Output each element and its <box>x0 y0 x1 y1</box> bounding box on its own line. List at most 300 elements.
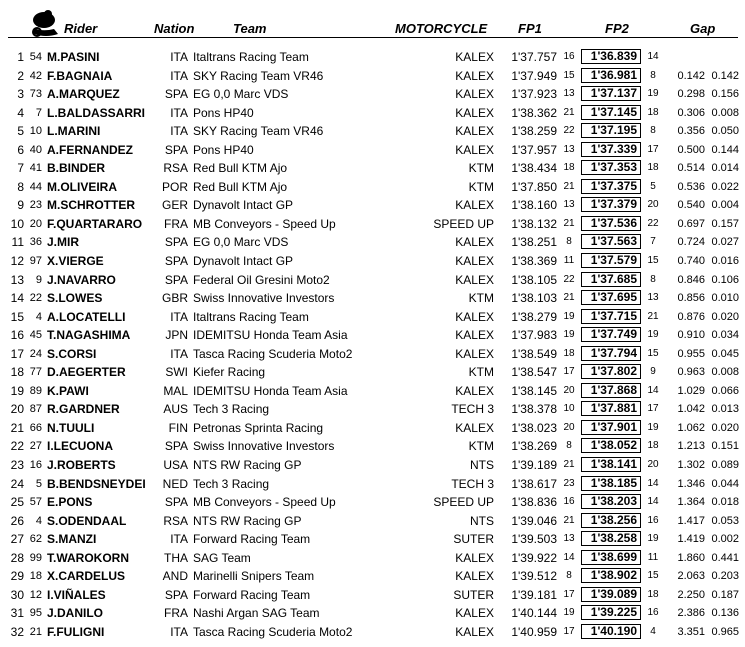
gap-to-previous: 0.136 <box>711 607 739 620</box>
gap-to-first: 0.306 <box>677 106 705 119</box>
fp2-time: 1'37.375 <box>581 179 641 194</box>
fp1-lap: 18 <box>563 162 575 174</box>
rider-number: 4 <box>35 310 42 323</box>
rider-number: 42 <box>29 69 42 82</box>
fp2-time: 1'37.145 <box>581 105 641 120</box>
rider-name: L.BALDASSARRI <box>47 105 145 120</box>
fp1-lap: 22 <box>563 125 575 137</box>
motorcycle: KALEX <box>455 142 494 157</box>
rider-name: N.TUULI <box>47 420 95 435</box>
team-name: Tasca Racing Scuderia Moto2 <box>193 346 353 361</box>
table-row <box>0 178 745 197</box>
fp2-lap: 14 <box>647 496 659 508</box>
header-gap: Gap <box>690 21 716 36</box>
fp2-time: 1'38.256 <box>581 513 641 528</box>
nation: FRA <box>164 606 188 621</box>
rider-name: A.FERNANDEZ <box>47 142 133 157</box>
table-row <box>0 141 745 160</box>
rider-name: T.WAROKORN <box>47 550 129 565</box>
nation: ITA <box>170 68 188 83</box>
fp1-time: 1'38.269 <box>511 439 557 454</box>
fp2-lap: 18 <box>647 440 659 452</box>
motorcycle: KALEX <box>455 105 494 120</box>
rider-name: I.LECUONA <box>47 439 113 454</box>
nation: ITA <box>170 105 188 120</box>
fp1-time: 1'37.949 <box>511 68 557 83</box>
table-row <box>0 530 745 549</box>
fp2-lap: 19 <box>647 421 659 433</box>
motorcycle: KALEX <box>455 198 494 213</box>
nation: SPA <box>164 439 188 454</box>
gap-to-first: 0.876 <box>677 310 705 323</box>
motorcycle: KALEX <box>455 569 494 584</box>
position: 7 <box>17 161 24 176</box>
motorcycle: TECH 3 <box>451 476 494 491</box>
team-name: Pons HP40 <box>193 142 254 157</box>
fp2-lap: 19 <box>647 533 659 545</box>
fp1-time: 1'38.362 <box>511 105 557 120</box>
fp2-lap: 8 <box>650 125 656 137</box>
position: 19 <box>10 383 24 398</box>
fp2-lap: 19 <box>647 329 659 341</box>
position: 21 <box>10 420 24 435</box>
fp1-time: 1'39.189 <box>511 458 557 473</box>
nation: AUS <box>163 402 188 417</box>
rider-number: 23 <box>29 199 42 212</box>
position: 6 <box>17 142 24 157</box>
table-row <box>0 493 745 512</box>
motorcycle: NTS <box>470 513 494 528</box>
gap-to-first: 1.417 <box>677 514 705 527</box>
motorcycle: KTM <box>468 365 494 380</box>
fp2-time: 1'37.715 <box>581 309 641 324</box>
rider-name: T.NAGASHIMA <box>47 328 131 343</box>
table-row <box>0 159 745 178</box>
nation: THA <box>164 550 188 565</box>
fp2-lap: 15 <box>647 570 659 582</box>
nation: GBR <box>162 291 189 306</box>
table-row <box>0 196 745 215</box>
fp1-time: 1'37.757 <box>511 50 557 64</box>
fp1-lap: 8 <box>566 570 572 582</box>
fp1-time: 1'38.145 <box>511 383 557 398</box>
fp1-time: 1'38.617 <box>511 476 557 491</box>
rider-number: 9 <box>35 273 42 286</box>
rider-name: S.CORSI <box>47 346 97 361</box>
fp2-lap: 17 <box>647 143 659 155</box>
rider-number: 62 <box>29 533 42 546</box>
fp1-time: 1'38.023 <box>511 420 557 435</box>
team-name: Swiss Innovative Investors <box>193 439 335 454</box>
rider-number: 40 <box>29 143 42 156</box>
gap-to-previous: 0.013 <box>711 403 739 416</box>
team-name: Forward Racing Team <box>193 532 311 547</box>
motorcycle: KALEX <box>455 420 494 435</box>
gap-to-first: 0.142 <box>677 69 705 82</box>
team-name: Federal Oil Gresini Moto2 <box>193 272 330 287</box>
rider-number: 41 <box>29 162 42 175</box>
gap-to-previous: 0.151 <box>711 440 739 453</box>
gap-to-first: 1.062 <box>677 421 705 434</box>
team-name: Tech 3 Racing <box>193 476 270 491</box>
rider-name: B.BINDER <box>47 161 106 176</box>
gap-to-first: 0.697 <box>677 217 705 230</box>
position: 28 <box>10 550 24 565</box>
nation: SPA <box>164 87 188 102</box>
motorcycle: KALEX <box>455 346 494 361</box>
rider-number: 73 <box>29 88 42 101</box>
fp2-lap: 18 <box>647 588 659 600</box>
fp1-time: 1'38.279 <box>511 309 557 324</box>
gap-to-first: 0.955 <box>677 347 705 360</box>
fp2-time: 1'37.563 <box>581 234 641 249</box>
gap-to-first: 0.514 <box>677 162 705 175</box>
fp1-lap: 18 <box>563 347 575 359</box>
team-name: Italtrans Racing Team <box>193 309 309 324</box>
fp2-lap: 4 <box>650 625 656 637</box>
fp2-time: 1'37.802 <box>581 364 641 379</box>
fp2-time: 1'38.141 <box>581 457 641 472</box>
table-row <box>0 475 745 494</box>
position: 22 <box>10 439 24 454</box>
rider-number: 97 <box>29 255 42 268</box>
gap-to-first: 0.536 <box>677 180 705 193</box>
gap-to-previous: 0.008 <box>711 366 739 379</box>
fp1-lap: 21 <box>563 292 575 304</box>
gap-to-first: 1.346 <box>677 477 705 490</box>
team-name: Marinelli Snipers Team <box>193 569 315 584</box>
fp1-time: 1'40.144 <box>511 606 557 621</box>
team-name: SKY Racing Team VR46 <box>193 68 324 83</box>
fp1-time: 1'39.046 <box>511 513 557 528</box>
rider-number: 66 <box>29 421 42 434</box>
gap-to-first: 2.250 <box>677 588 705 601</box>
header-team: Team <box>233 21 267 36</box>
rider-number: 5 <box>35 477 42 490</box>
gap-to-previous: 0.016 <box>711 255 739 268</box>
gap-to-first: 1.042 <box>677 403 705 416</box>
table-row <box>0 85 745 104</box>
fp1-time: 1'38.836 <box>511 495 557 510</box>
gap-to-previous: 0.002 <box>711 533 739 546</box>
table-row <box>0 308 745 327</box>
gap-to-first: 1.364 <box>677 496 705 509</box>
team-name: MB Conveyors - Speed Up <box>193 495 336 510</box>
gap-to-first: 0.856 <box>677 292 705 305</box>
gap-to-previous: 0.203 <box>711 570 739 583</box>
rider-number: 4 <box>35 514 42 527</box>
header-rider: Rider <box>64 21 98 36</box>
nation: JPN <box>165 328 188 343</box>
fp2-lap: 16 <box>647 514 659 526</box>
fp1-lap: 16 <box>563 496 575 508</box>
fp2-time: 1'36.981 <box>581 68 641 83</box>
table-row <box>0 419 745 438</box>
position: 14 <box>10 291 24 306</box>
team-name: IDEMITSU Honda Team Asia <box>193 383 348 398</box>
nation: ITA <box>170 532 188 547</box>
rider-number: 24 <box>29 347 42 360</box>
rider-number: 89 <box>29 384 42 397</box>
fp2-lap: 14 <box>647 384 659 396</box>
gap-to-first: 0.846 <box>677 273 705 286</box>
fp1-time: 1'39.512 <box>511 569 557 584</box>
position: 29 <box>10 569 24 584</box>
gap-to-first: 0.298 <box>677 88 705 101</box>
nation: POR <box>162 179 189 194</box>
header-motorcycle: MOTORCYCLE <box>395 21 488 36</box>
rider-name: R.GARDNER <box>47 402 120 417</box>
position: 18 <box>10 365 24 380</box>
fp1-lap: 22 <box>563 273 575 285</box>
nation: MAL <box>163 383 188 398</box>
motorcycle: TECH 3 <box>451 402 494 417</box>
fp2-time: 1'37.379 <box>581 197 641 212</box>
team-name: Forward Racing Team <box>193 587 311 602</box>
rider-name: E.PONS <box>47 495 93 510</box>
fp2-time: 1'37.195 <box>581 123 641 138</box>
motorcycle: KALEX <box>455 272 494 287</box>
gap-to-first: 2.386 <box>677 607 705 620</box>
fp2-lap: 9 <box>650 366 656 378</box>
fp2-time: 1'37.881 <box>581 401 641 416</box>
rider-number: 54 <box>29 51 42 63</box>
nation: ITA <box>170 50 188 64</box>
nation: SPA <box>164 235 188 250</box>
gap-to-previous: 0.066 <box>711 384 739 397</box>
position: 20 <box>10 402 24 417</box>
fp2-time: 1'38.699 <box>581 550 641 565</box>
header-divider <box>8 37 738 38</box>
rider-number: 36 <box>29 236 42 249</box>
position: 1 <box>17 50 24 64</box>
nation: SPA <box>164 142 188 157</box>
fp2-lap: 14 <box>647 477 659 489</box>
fp2-time: 1'37.536 <box>581 216 641 231</box>
nation: NED <box>162 476 188 491</box>
rider-number: 12 <box>29 588 42 601</box>
motorcycle: KALEX <box>455 87 494 102</box>
gap-to-previous: 0.144 <box>711 143 739 156</box>
fp1-time: 1'40.959 <box>511 624 557 639</box>
table-row <box>0 363 745 382</box>
motorcycle: KALEX <box>455 254 494 269</box>
fp2-time: 1'37.685 <box>581 272 641 287</box>
motorcycle: KALEX <box>455 550 494 565</box>
team-name: EG 0,0 Marc VDS <box>193 235 289 250</box>
rider-name: K.PAWI <box>47 383 89 398</box>
rider-name: B.BENDSNEYDEI <box>47 476 146 491</box>
fp2-time: 1'37.901 <box>581 420 641 435</box>
fp1-time: 1'38.105 <box>511 272 557 287</box>
gap-to-first: 0.910 <box>677 329 705 342</box>
table-row <box>0 512 745 531</box>
rider-name: F.FULIGNI <box>47 624 105 639</box>
rider-name: I.VIÑALES <box>47 587 106 602</box>
gap-to-previous: 0.020 <box>711 421 739 434</box>
nation: ITA <box>170 346 188 361</box>
gap-to-previous: 0.050 <box>711 125 739 138</box>
fp1-time: 1'39.181 <box>511 587 557 602</box>
fp2-lap: 19 <box>647 88 659 100</box>
nation: ITA <box>170 624 188 639</box>
gap-to-previous: 0.008 <box>711 106 739 119</box>
motorcycle: NTS <box>470 458 494 473</box>
rider-number: 44 <box>29 180 42 193</box>
fp1-lap: 21 <box>563 459 575 471</box>
position: 26 <box>10 513 24 528</box>
gap-to-previous: 0.014 <box>711 162 739 175</box>
motorcycle: KALEX <box>455 309 494 324</box>
motorcycle: KALEX <box>455 624 494 639</box>
fp2-lap: 18 <box>647 106 659 118</box>
gap-to-first: 1.419 <box>677 533 705 546</box>
header-nation: Nation <box>154 21 195 36</box>
team-name: Tech 3 Racing <box>193 402 270 417</box>
team-name: MB Conveyors - Speed Up <box>193 216 336 231</box>
gap-to-first: 0.356 <box>677 125 705 138</box>
gap-to-previous: 0.053 <box>711 514 739 527</box>
position: 2 <box>17 68 24 83</box>
gap-to-previous: 0.027 <box>711 236 739 249</box>
fp1-lap: 20 <box>563 384 575 396</box>
fp2-time: 1'37.695 <box>581 290 641 305</box>
team-name: SKY Racing Team VR46 <box>193 124 324 139</box>
fp1-lap: 16 <box>563 51 575 62</box>
nation: SPA <box>164 272 188 287</box>
rider-name: F.BAGNAIA <box>47 68 113 83</box>
position: 11 <box>11 235 24 250</box>
position: 32 <box>10 624 24 639</box>
position: 13 <box>10 272 24 287</box>
table-row <box>0 382 745 401</box>
fp2-lap: 17 <box>647 403 659 415</box>
position: 9 <box>17 198 24 213</box>
team-name: Dynavolt Intact GP <box>193 254 294 269</box>
fp1-time: 1'39.922 <box>511 550 557 565</box>
results-table <box>0 48 745 642</box>
gap-to-previous: 0.157 <box>711 217 739 230</box>
fp2-lap: 13 <box>647 292 659 304</box>
motorcycle: KALEX <box>455 606 494 621</box>
gap-to-first: 1.029 <box>677 384 705 397</box>
fp2-lap: 8 <box>650 69 656 81</box>
fp1-lap: 14 <box>563 551 575 563</box>
fp1-time: 1'38.103 <box>511 291 557 306</box>
fp2-time: 1'36.839 <box>581 49 641 64</box>
rider-number: 20 <box>29 217 42 230</box>
fp1-lap: 17 <box>563 588 575 600</box>
table-row <box>0 456 745 475</box>
rider-number: 57 <box>29 496 42 509</box>
fp1-lap: 20 <box>563 421 575 433</box>
fp1-time: 1'37.983 <box>511 328 557 343</box>
position: 12 <box>10 254 24 269</box>
team-name: Red Bull KTM Ajo <box>193 179 288 194</box>
fp1-lap: 17 <box>563 625 575 637</box>
gap-to-previous: 0.045 <box>711 347 739 360</box>
fp2-time: 1'38.258 <box>581 531 641 546</box>
gap-to-first: 1.213 <box>677 440 705 453</box>
table-row <box>0 326 745 345</box>
fp1-time: 1'38.549 <box>511 346 557 361</box>
team-name: Kiefer Racing <box>193 365 266 380</box>
fp2-time: 1'37.137 <box>581 86 641 101</box>
nation: FIN <box>168 420 188 435</box>
rider-name: S.MANZI <box>47 532 97 547</box>
rider-number: 77 <box>29 366 42 379</box>
table-row <box>0 345 745 364</box>
motorcycle: SPEED UP <box>433 495 494 510</box>
position: 23 <box>10 458 24 473</box>
rider-name: M.PASINI <box>47 50 100 64</box>
rider-name: X.CARDELUS <box>47 569 126 584</box>
fp2-time: 1'40.190 <box>581 624 641 639</box>
nation: AND <box>162 569 188 584</box>
fp1-lap: 21 <box>563 217 575 229</box>
team-name: EG 0,0 Marc VDS <box>193 87 289 102</box>
team-name: Red Bull KTM Ajo <box>193 161 288 176</box>
fp1-lap: 21 <box>563 106 575 118</box>
position: 3 <box>17 87 24 102</box>
fp1-lap: 19 <box>563 329 575 341</box>
position: 27 <box>10 532 24 547</box>
position: 17 <box>10 346 24 361</box>
nation: ITA <box>170 309 188 324</box>
fp2-lap: 5 <box>650 180 656 192</box>
fp1-time: 1'38.434 <box>511 161 557 176</box>
fp2-time: 1'37.579 <box>581 253 641 268</box>
position: 24 <box>10 476 24 491</box>
team-name: SAG Team <box>193 550 251 565</box>
motorcycle: KALEX <box>455 328 494 343</box>
rider-name: D.AEGERTER <box>47 365 126 380</box>
fp1-lap: 13 <box>563 533 575 545</box>
fp1-lap: 10 <box>563 403 575 415</box>
team-name: Swiss Innovative Investors <box>193 291 335 306</box>
table-row <box>0 623 745 642</box>
team-name: Tasca Racing Scuderia Moto2 <box>193 624 353 639</box>
rider-number: 22 <box>29 292 42 305</box>
position: 15 <box>10 309 24 324</box>
rider-number: 10 <box>29 125 42 138</box>
nation: FRA <box>164 216 188 231</box>
fp1-lap: 15 <box>563 69 575 81</box>
table-row <box>0 271 745 290</box>
fp1-lap: 13 <box>563 143 575 155</box>
rider-number: 21 <box>29 625 42 638</box>
motorcycle: SUTER <box>453 532 494 547</box>
gap-to-previous: 0.965 <box>711 625 739 638</box>
gap-to-previous: 0.020 <box>711 310 739 323</box>
fp2-lap: 8 <box>650 273 656 285</box>
fp2-time: 1'39.089 <box>581 587 641 602</box>
table-row <box>0 437 745 456</box>
fp1-time: 1'38.369 <box>511 254 557 269</box>
fp1-time: 1'38.378 <box>511 402 557 417</box>
fp2-lap: 16 <box>647 607 659 619</box>
gap-to-first: 0.500 <box>677 143 705 156</box>
table-row <box>0 252 745 271</box>
position: 16 <box>10 328 24 343</box>
team-name: IDEMITSU Honda Team Asia <box>193 328 348 343</box>
fp2-lap: 11 <box>647 551 659 563</box>
fp2-time: 1'38.902 <box>581 568 641 583</box>
motorcycle: KALEX <box>455 235 494 250</box>
motorcycle: KALEX <box>455 68 494 83</box>
gap-to-previous: 0.022 <box>711 180 739 193</box>
fp1-time: 1'37.957 <box>511 142 557 157</box>
